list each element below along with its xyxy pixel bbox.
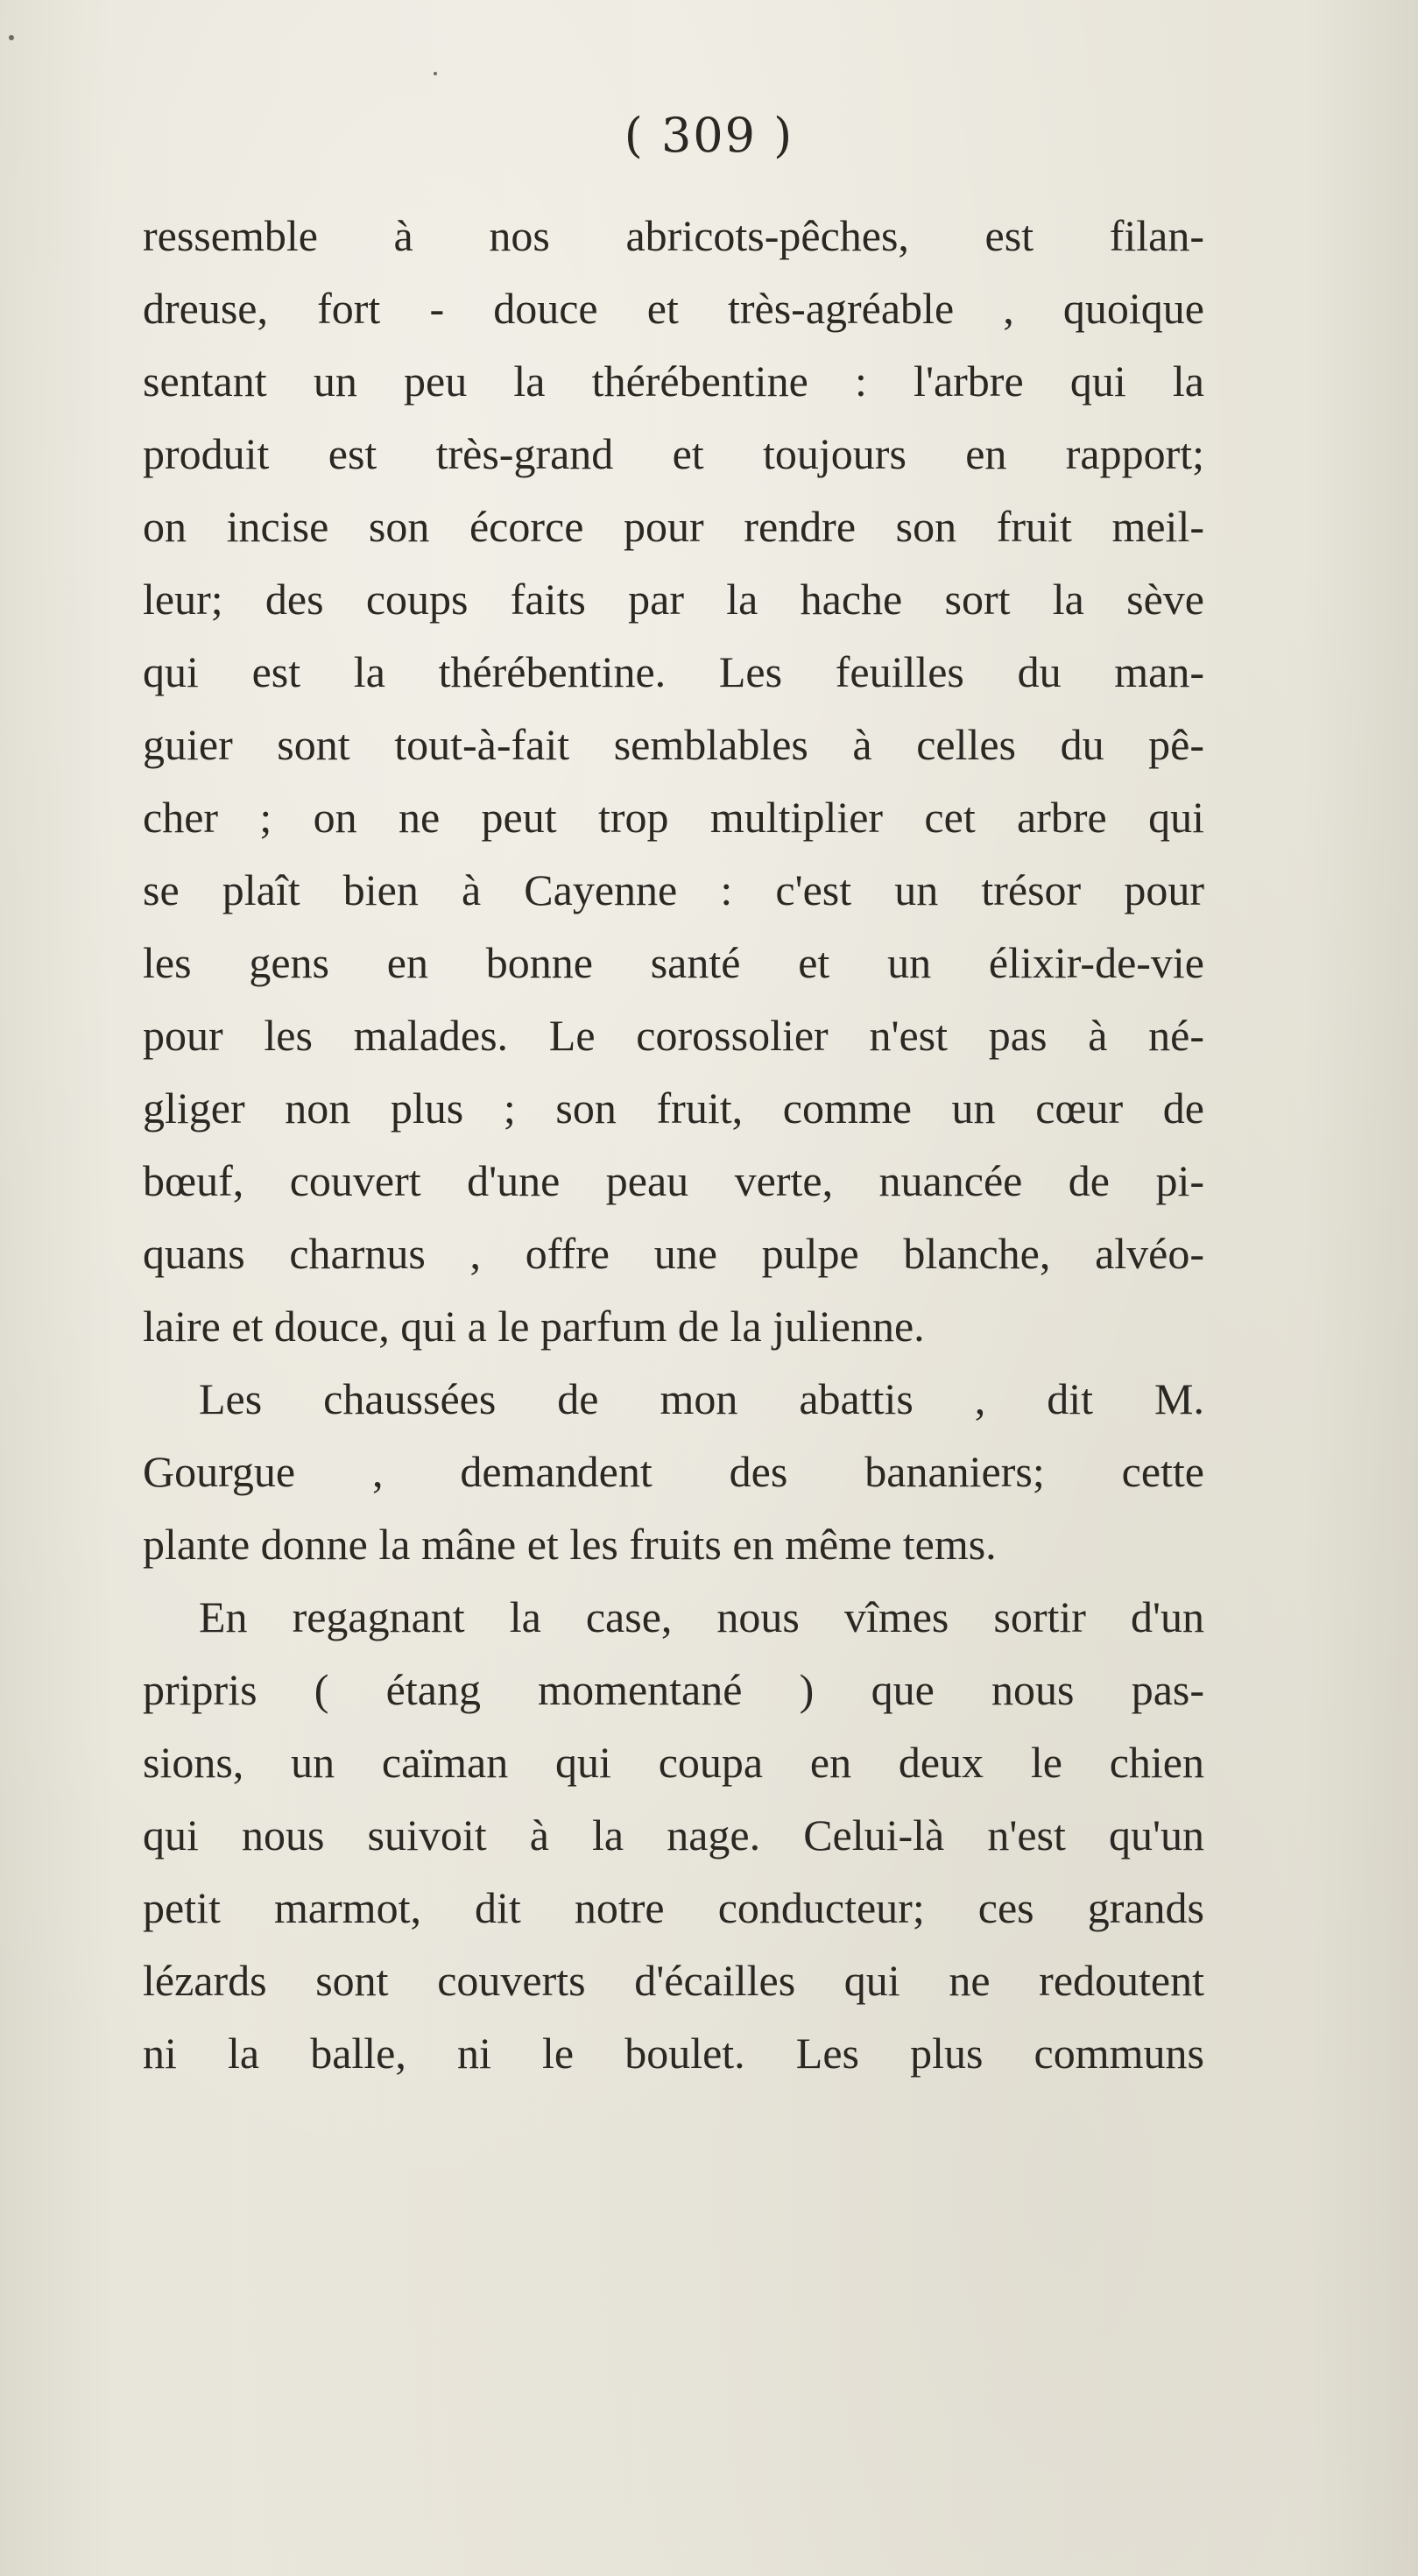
text-line: on incise son écorce pour rendre son fruit meil- xyxy=(143,502,1204,551)
text-line: bœuf, couvert d'une peau verte, nuancée de pi- xyxy=(143,1156,1204,1205)
ink-speck xyxy=(434,72,437,75)
page-number: ( 309 ) xyxy=(624,108,794,163)
text-line: laire et douce, qui a le parfum de la julienne. xyxy=(143,1302,925,1351)
text-line: quans charnus , offre une pulpe blanche, alvéo- xyxy=(143,1229,1204,1278)
text-line: leur; des coups faits par la hache sort la sève xyxy=(143,575,1204,624)
text-line: sions, un caïman qui coupa en deux le chien xyxy=(143,1738,1204,1787)
text-line: cher ; on ne peut trop multiplier cet arbre qui xyxy=(143,793,1204,842)
text-line: En regagnant la case, nous vîmes sortir d'un xyxy=(199,1592,1204,1641)
text-line: ressemble à nos abricots-pêches, est filan- xyxy=(143,211,1204,260)
text-line: les gens en bonne santé et un élixir-de-vie xyxy=(143,938,1204,987)
ink-speck xyxy=(9,35,14,40)
text-line: produit est très-grand et toujours en rapport; xyxy=(143,429,1204,478)
text-line: pripris ( étang momentané ) que nous pas- xyxy=(143,1665,1204,1714)
text-line: qui est la thérébentine. Les feuilles du man- xyxy=(143,647,1204,696)
body-text xyxy=(143,200,1204,2090)
text-line: sentant un peu la thérébentine : l'arbre qui la xyxy=(143,356,1204,406)
text-line: Gourgue , demandent des bananiers; cette xyxy=(143,1447,1204,1496)
text-line: pour les malades. Le corossolier n'est pas à né- xyxy=(143,1011,1204,1060)
text-line: gliger non plus ; son fruit, comme un cœur de xyxy=(143,1083,1204,1133)
text-line: ni la balle, ni le boulet. Les plus communs xyxy=(143,2029,1204,2078)
text-line: petit marmot, dit notre conducteur; ces grands xyxy=(143,1883,1204,1932)
text-line: Les chaussées de mon abattis , dit M. xyxy=(199,1374,1204,1423)
text-line: qui nous suivoit à la nage. Celui-là n'est qu'un xyxy=(143,1810,1204,1860)
text-line: se plaît bien à Cayenne : c'est un trésor pour xyxy=(143,865,1204,914)
text-line: plante donne la mâne et les fruits en même tems. xyxy=(143,1520,997,1569)
text-line: guier sont tout-à-fait semblables à celles du pê- xyxy=(143,720,1204,769)
text-line: lézards sont couverts d'écailles qui ne redoutent xyxy=(143,1956,1204,2005)
text-line: dreuse, fort - douce et très-agréable , quoique xyxy=(143,284,1204,333)
